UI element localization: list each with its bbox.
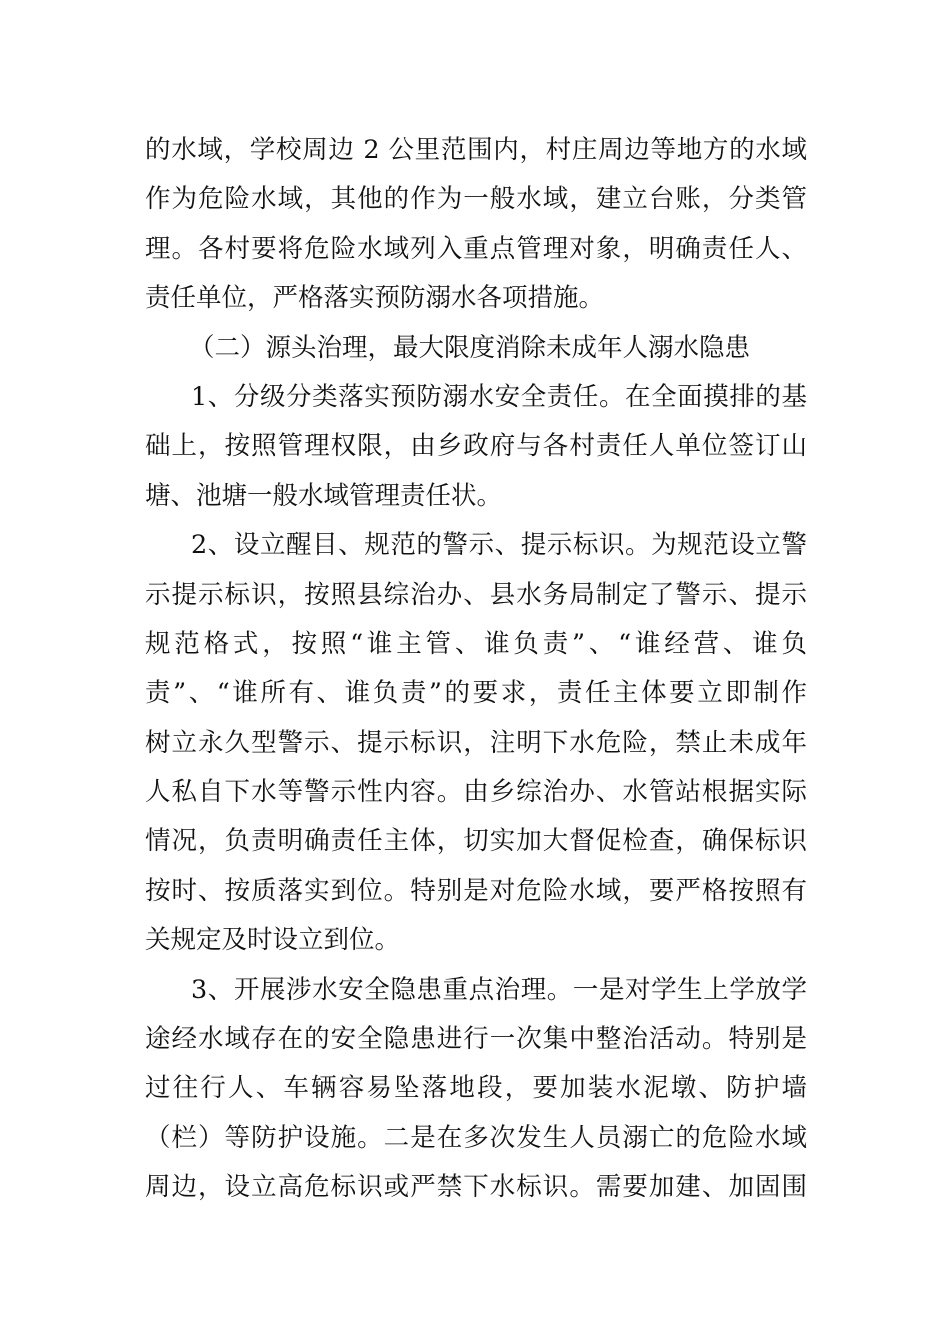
text-line-13: 树立永久型警示、提示标识，注明下水危险，禁止未成年 <box>145 727 807 758</box>
text-line-20: 过往行人、车辆容易坠落地段，要加装水泥墩、防护墙 <box>145 1073 807 1104</box>
document-body <box>145 126 807 1213</box>
text-line-3: 理。各村要将危险水域列入重点管理对象，明确责任人、 <box>145 233 807 264</box>
text-line-1: 的水域，学校周边 2 公里范围内，村庄周边等地方的水域 <box>145 135 807 165</box>
text-line-18: 3、开展涉水安全隐患重点治理。一是对学生上学放学 <box>191 974 807 1005</box>
text-line-19: 途经水域存在的安全隐患进行一次集中整治活动。特别是 <box>145 1024 807 1055</box>
text-line-2: 作为危险水域，其他的作为一般水域，建立台账，分类管 <box>145 184 807 215</box>
text-line-4: 责任单位，严格落实预防溺水各项措施。 <box>145 283 605 314</box>
text-line-16: 按时、按质落实到位。特别是对危险水域，要严格按照有 <box>145 875 807 906</box>
text-line-11: 规范格式，按照“谁主管、谁负责”、“谁经营、谁负 <box>145 628 807 659</box>
text-line-17: 关规定及时设立到位。 <box>145 925 401 956</box>
text-line-12: 责”、“谁所有、谁负责”的要求，责任主体要立即制作 <box>145 678 807 709</box>
text-line-9: 2、设立醒目、规范的警示、提示标识。为规范设立警 <box>191 530 807 561</box>
section-heading: （二）源头治理，最大限度消除未成年人溺水隐患 <box>189 332 751 363</box>
text-line-6: 1、分级分类落实预防溺水安全责任。在全面摸排的基 <box>191 381 807 412</box>
text-line-7: 础上，按照管理权限，由乡政府与各村责任人单位签订山 <box>145 431 807 462</box>
text-line-8: 塘、池塘一般水域管理责任状。 <box>145 480 503 511</box>
text-line-21: （栏）等防护设施。二是在多次发生人员溺亡的危险水域 <box>145 1122 807 1153</box>
text-line-22: 周边，设立高危标识或严禁下水标识。需要加建、加固围 <box>145 1172 807 1203</box>
text-line-10: 示提示标识，按照县综治办、县水务局制定了警示、提示 <box>145 579 807 610</box>
text-line-15: 情况，负责明确责任主体，切实加大督促检查，确保标识 <box>145 826 807 857</box>
text-line-14: 人私自下水等警示性内容。由乡综治办、水管站根据实际 <box>145 777 807 808</box>
